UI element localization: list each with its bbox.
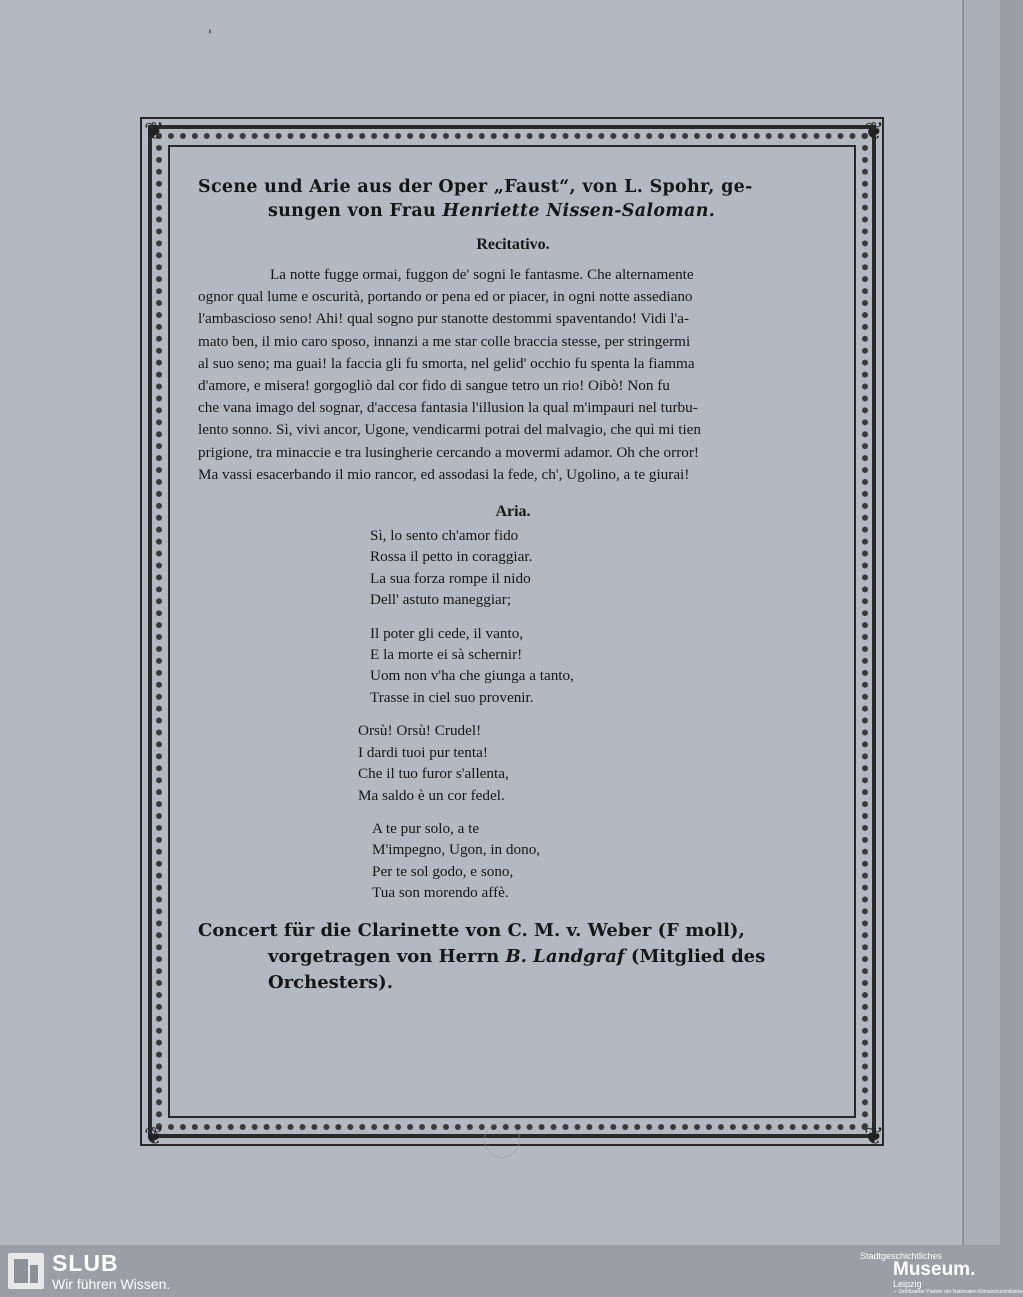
heading-line-2 xyxy=(198,199,830,223)
verse-line: E la morte ei sà schernir! xyxy=(370,646,523,664)
verse-line: Per te sol godo, e sono, xyxy=(372,862,514,880)
concert-text: (Mitglied des xyxy=(624,945,766,967)
performer-name: B. Landgraf xyxy=(505,945,625,967)
text-line: che vana imago del sognar, d'accesa fantasia l'illusion la qual m'impauri nel turbu- xyxy=(198,399,698,417)
corner-ornament-icon: ❦ xyxy=(143,117,165,145)
verse-line: La sua forza rompe il nido xyxy=(370,569,531,587)
corner-ornament-icon: ❦ xyxy=(863,1122,885,1150)
slub-tagline: Wir führen Wissen. xyxy=(52,1276,171,1292)
aria-stanza xyxy=(372,818,828,904)
aria-stanza xyxy=(370,525,828,611)
performer-name: Henriette Nissen-Saloman. xyxy=(442,201,716,221)
corner-ornament-icon: ❦ xyxy=(863,117,885,145)
museum-city: Leipzig xyxy=(893,1279,922,1289)
verse-line: Dell' astuto maneggiar; xyxy=(370,591,512,609)
concert-heading xyxy=(198,918,830,996)
verse-line: Uom non v'ha che giunga a tanto, xyxy=(370,667,574,685)
aria-title: Aria. xyxy=(495,503,531,521)
text-line: prigione, tra minaccie e tra lusingherie cercando a movermi adamor. Oh che orror! xyxy=(198,443,699,461)
text-line: ognor qual lume e oscurità, portando or pena ed or piacer, in ogni notte assediano xyxy=(198,288,693,306)
heading-line-1: Scene und Arie aus der Oper „Faust“, von L. Spohr, ge- xyxy=(198,177,753,197)
text-line: al suo seno; ma guai! la faccia gli fu smorta, nel gelid' occhio fu spenta la fiamma xyxy=(198,354,695,372)
verse-line: I dardi tuoi pur tenta! xyxy=(358,743,488,761)
museum-certification: ✓ Zertifizierter Partner der Nationalen Klimaschutzinitiative xyxy=(893,1289,1023,1295)
verse-line: Ma saldo è un cor fedel. xyxy=(358,786,505,804)
verse-line: Orsù! Orsù! Crudel! xyxy=(358,722,482,740)
adjacent-page-edge xyxy=(962,0,1000,1245)
library-stamp xyxy=(484,1122,520,1158)
concert-line-3: Orchesters). xyxy=(268,971,393,993)
verse-line: Trasse in ciel suo provenir. xyxy=(370,688,534,706)
concert-line-2 xyxy=(198,944,830,970)
aria-stanza xyxy=(358,720,828,806)
verse-line: M'impegno, Ugon, in dono, xyxy=(372,841,541,859)
viewer-footer xyxy=(0,1245,1023,1297)
museum-prefix: Stadtgeschichtliches xyxy=(860,1251,943,1261)
concert-line-1: Concert für die Clarinette von C. M. v. Weber (F moll), xyxy=(198,919,745,941)
verse-line: Sì, lo sento ch'amor fido xyxy=(370,527,519,545)
program-content xyxy=(198,175,828,996)
recitativo-title: Recitativo. xyxy=(476,236,550,253)
heading-text: sungen von Frau xyxy=(268,201,443,221)
verse-line: Tua son morendo affè. xyxy=(372,884,509,902)
text-line: Ma vassi esacerbando il mio rancor, ed assodasi la fede, ch', Ugolino, a te giurai! xyxy=(198,465,690,483)
concert-text: vorgetragen von Herrn xyxy=(268,945,506,967)
recitativo-text xyxy=(198,264,828,486)
verse-line: Che il tuo furor s'allenta, xyxy=(358,765,509,783)
verse-line: A te pur solo, a te xyxy=(372,819,480,837)
slub-logo-icon[interactable] xyxy=(8,1253,44,1289)
text-line: La notte fugge ormai, fuggon de' sogni le fantasme. Che alternamente xyxy=(270,266,694,283)
piece-heading xyxy=(198,175,830,223)
text-line: mato ben, il mio caro sposo, innanzi a me star colle braccia stesse, per stringermi xyxy=(198,332,691,350)
museum-name[interactable]: Museum. xyxy=(893,1259,976,1280)
aria-stanza xyxy=(370,623,828,709)
ink-mark: ' xyxy=(208,28,212,44)
verse-line: Il poter gli cede, il vanto, xyxy=(370,624,524,642)
verse-line: Rossa il petto in coraggiar. xyxy=(370,548,533,566)
text-line: d'amore, e misera! gorgogliò dal cor fido di sangue tetro un rio! Oibò! Non fu xyxy=(198,377,670,395)
text-line: lento sonno. Sì, vivi ancor, Ugone, vendicarmi potrai del malvagio, che quì mi tien xyxy=(198,421,701,439)
text-line: l'ambascioso seno! Ahi! qual sogno pur stanotte destommi spaventando! Vidi l'a- xyxy=(198,310,690,328)
slub-brand[interactable]: SLUB xyxy=(52,1250,119,1276)
corner-ornament-icon: ❦ xyxy=(143,1122,165,1150)
